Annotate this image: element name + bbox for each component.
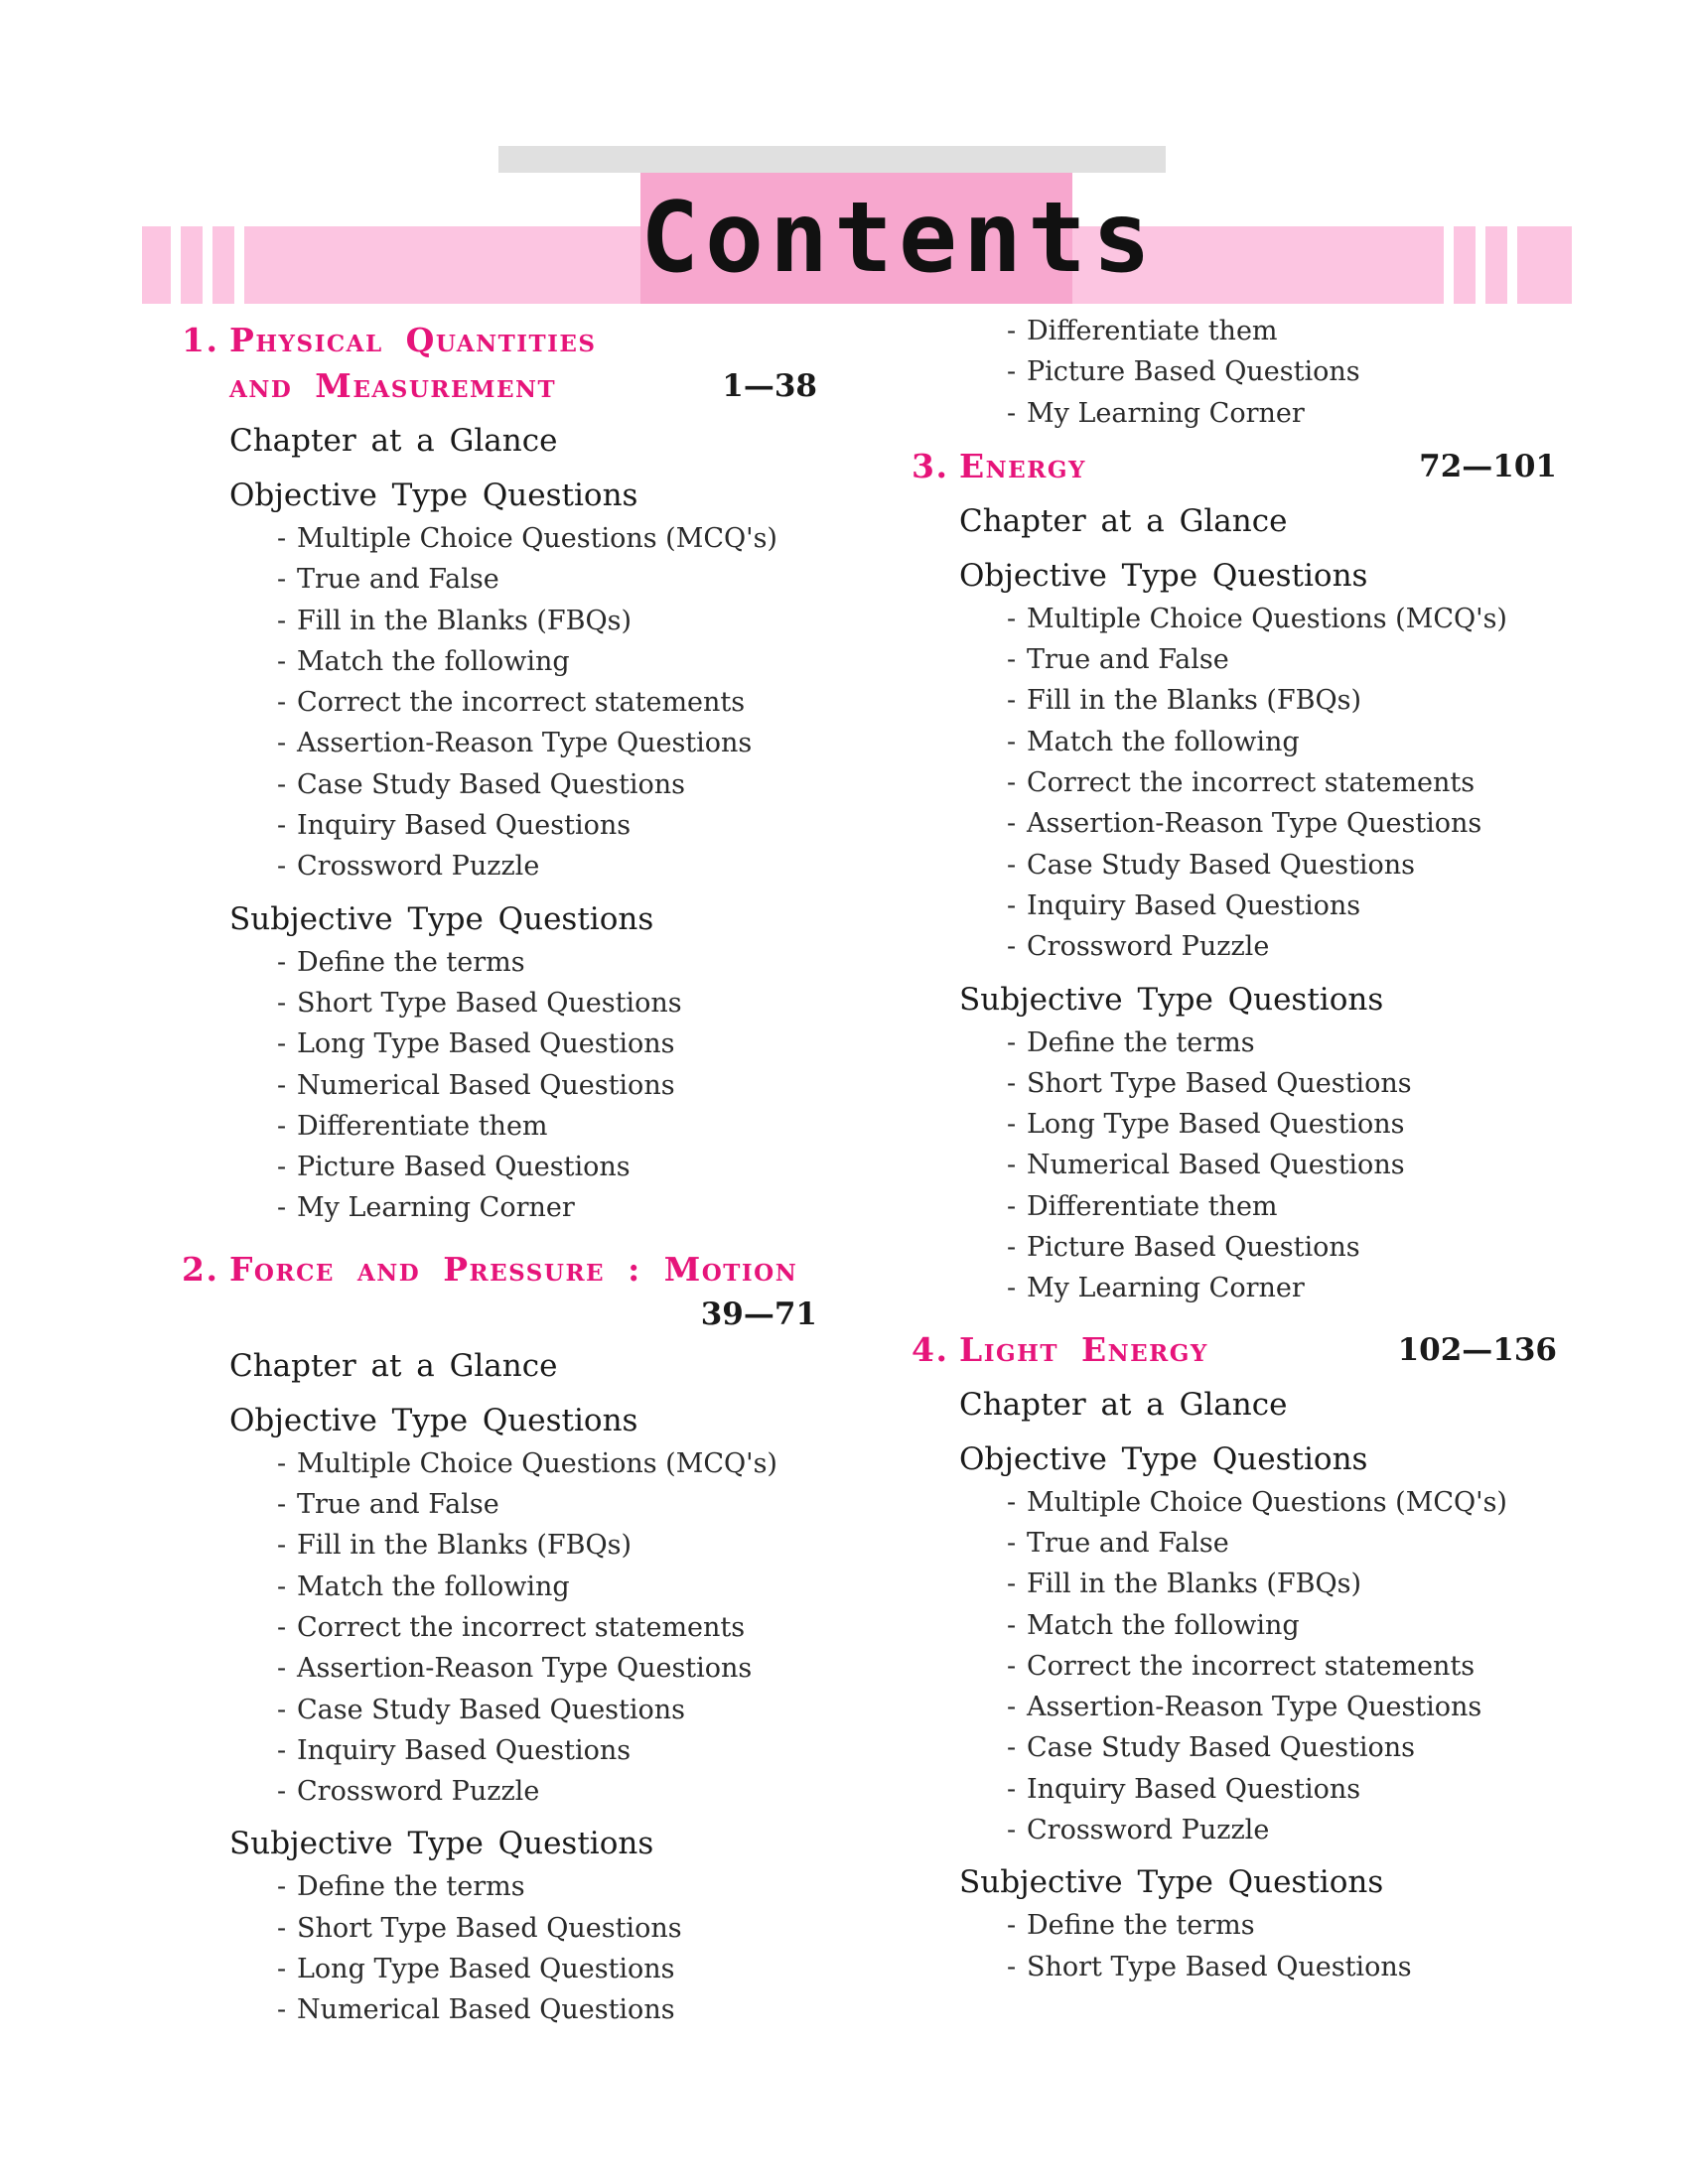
bullet-dash: - — [1007, 808, 1017, 840]
toc-item-label: Define the terms — [1027, 1910, 1255, 1942]
chapter-entry — [182, 318, 817, 1229]
toc-item — [277, 1866, 817, 1907]
chapter-entry — [912, 444, 1557, 1309]
section-item-list — [182, 518, 817, 887]
toc-item-label: Multiple Choice Questions (MCQ's) — [1027, 1486, 1507, 1518]
toc-item-label: Crossword Puzzle — [1027, 1815, 1270, 1846]
chapter-title-line — [182, 1247, 817, 1293]
toc-item-label: Assertion-Reason Type Questions — [297, 728, 753, 759]
section-heading: Subjective Type Questions — [959, 1864, 1384, 1901]
toc-item-label: Picture Based Questions — [297, 1152, 631, 1183]
section-item-list — [182, 1866, 817, 2030]
toc-item-label: Multiple Choice Questions (MCQ's) — [297, 1447, 777, 1479]
section-heading: Subjective Type Questions — [229, 1826, 654, 1862]
bullet-dash: - — [1007, 1609, 1017, 1641]
toc-item-label: Correct the incorrect statements — [297, 687, 746, 719]
toc-item-label: Numerical Based Questions — [1027, 1150, 1405, 1181]
bullet-dash: - — [1007, 1486, 1017, 1518]
toc-item-label: Case Study Based Questions — [1027, 849, 1416, 881]
bullet-dash: - — [1007, 1190, 1017, 1222]
section-item-list — [912, 1482, 1557, 1851]
section-heading: Objective Type Questions — [229, 478, 638, 513]
bullet-dash: - — [1007, 1815, 1017, 1846]
toc-item-label: Multiple Choice Questions (MCQ's) — [1027, 603, 1507, 634]
bullet-dash: - — [1007, 889, 1017, 921]
section-item-list — [912, 1023, 1557, 1309]
section-item-list — [912, 599, 1557, 968]
toc-item-label: True and False — [297, 1489, 499, 1521]
toc-item — [277, 846, 817, 887]
bullet-dash: - — [277, 1489, 287, 1521]
toc-item — [277, 1908, 817, 1949]
toc-item — [1007, 886, 1557, 926]
bullet-dash: - — [1007, 1109, 1017, 1141]
toc-item — [1007, 803, 1557, 844]
chapter-number: 1. — [182, 321, 219, 359]
toc-item — [277, 1187, 817, 1228]
chapter-heading — [912, 444, 1557, 489]
toc-item — [277, 805, 817, 846]
bullet-dash: - — [1007, 1527, 1017, 1559]
toc-item-label: Correct the incorrect statements — [297, 1611, 746, 1643]
toc-item — [277, 1730, 817, 1771]
toc-item — [1007, 599, 1557, 639]
toc-item-label: Long Type Based Questions — [297, 1954, 675, 1985]
toc-item-label: Short Type Based Questions — [297, 1912, 682, 1944]
toc-item-label: True and False — [297, 564, 499, 596]
toc-item — [1007, 393, 1557, 434]
chapter-title-text: Physical Quantities — [229, 321, 597, 359]
toc-item-label: Picture Based Questions — [1027, 1232, 1360, 1264]
toc-item-label: Match the following — [297, 1570, 570, 1602]
bullet-dash: - — [1007, 849, 1017, 881]
toc-item-label: Correct the incorrect statements — [1027, 1650, 1476, 1682]
page-title: Contents — [640, 182, 1158, 295]
toc-right-column — [912, 318, 1557, 1987]
bullet-dash: - — [277, 1152, 287, 1183]
section-heading: Objective Type Questions — [229, 1402, 638, 1438]
chapter-heading — [912, 1327, 1557, 1373]
bullet-dash: - — [1007, 603, 1017, 634]
toc-item-label: Short Type Based Questions — [1027, 1067, 1412, 1099]
toc-item — [277, 1443, 817, 1484]
chapter-pages: 72—101 — [1419, 448, 1557, 484]
bullet-dash: - — [277, 1447, 287, 1479]
bullet-dash: - — [277, 987, 287, 1019]
bullet-dash: - — [1007, 1951, 1017, 1982]
toc-item — [1007, 311, 1557, 351]
toc-item-label: Fill in the Blanks (FBQs) — [1027, 685, 1362, 717]
toc-item — [1007, 1605, 1557, 1646]
banner-stripe — [171, 226, 181, 304]
toc-item-label: Crossword Puzzle — [297, 1776, 540, 1808]
bullet-dash: - — [277, 1110, 287, 1142]
toc-item — [277, 1106, 817, 1147]
bullet-dash: - — [1007, 1650, 1017, 1682]
toc-item — [1007, 1063, 1557, 1104]
bullet-dash: - — [277, 1954, 287, 1985]
bullet-dash: - — [277, 946, 287, 978]
toc-item-label: Fill in the Blanks (FBQs) — [1027, 1569, 1362, 1600]
toc-item — [277, 1484, 817, 1525]
toc-item — [277, 1607, 817, 1648]
bullet-dash: - — [277, 1570, 287, 1602]
bullet-dash: - — [277, 1069, 287, 1101]
toc-item-label: Assertion-Reason Type Questions — [1027, 1692, 1482, 1723]
toc-item-label: Differentiate them — [1027, 316, 1278, 346]
chapter-title — [182, 1247, 817, 1293]
toc-item-label: Inquiry Based Questions — [297, 810, 632, 842]
toc-item — [1007, 351, 1557, 392]
bullet-dash: - — [1007, 1910, 1017, 1942]
toc-item-label: Case Study Based Questions — [297, 768, 686, 800]
toc-item — [277, 601, 817, 641]
bullet-dash: - — [277, 1776, 287, 1808]
section-heading: Chapter at a Glance — [229, 423, 558, 459]
bullet-dash: - — [277, 605, 287, 636]
banner-gray-bar — [498, 146, 1166, 173]
banner-stripe — [1476, 226, 1485, 304]
toc-item — [1007, 1268, 1557, 1308]
chapter-number: 3. — [912, 446, 949, 485]
bullet-dash: - — [277, 1694, 287, 1725]
chapter-title-line — [182, 318, 817, 363]
toc-item-label: Numerical Based Questions — [297, 1069, 675, 1101]
section-heading: Subjective Type Questions — [229, 900, 654, 937]
toc-item-label: Define the terms — [1027, 1026, 1255, 1058]
continued-item-list — [912, 311, 1557, 434]
toc-item — [1007, 1646, 1557, 1687]
toc-item — [277, 1024, 817, 1064]
toc-item-label: True and False — [1027, 1527, 1229, 1559]
toc-item-label: My Learning Corner — [1027, 1273, 1305, 1304]
chapter-title-text: Force and Pressure : Motion — [229, 1249, 798, 1289]
toc-item-label: Define the terms — [297, 946, 525, 978]
toc-item — [1007, 1727, 1557, 1768]
chapter-number: 2. — [182, 1249, 219, 1289]
bullet-dash: - — [277, 523, 287, 554]
toc-item — [277, 641, 817, 682]
toc-item — [1007, 1145, 1557, 1185]
bullet-dash: - — [1007, 356, 1017, 388]
bullet-dash: - — [1007, 1273, 1017, 1304]
section-heading: Chapter at a Glance — [959, 502, 1288, 539]
toc-item — [1007, 1023, 1557, 1063]
toc-item — [1007, 1564, 1557, 1604]
toc-item-label: Case Study Based Questions — [1027, 1732, 1416, 1764]
toc-item-label: Differentiate them — [1027, 1190, 1278, 1222]
toc-item — [277, 1690, 817, 1730]
section-heading: Chapter at a Glance — [959, 1386, 1288, 1423]
toc-item-label: My Learning Corner — [297, 1192, 575, 1224]
chapter-entry — [912, 1327, 1557, 1987]
toc-item — [1007, 1769, 1557, 1810]
toc-item — [1007, 1810, 1557, 1850]
toc-item — [277, 1567, 817, 1607]
toc-item-label: My Learning Corner — [1027, 397, 1305, 429]
toc-item-label: Long Type Based Questions — [297, 1028, 675, 1060]
banner-stripe — [234, 226, 244, 304]
toc-item — [277, 1771, 817, 1812]
bullet-dash: - — [1007, 316, 1017, 346]
banner-stripe — [1444, 226, 1454, 304]
chapter-title-text: Light Energy — [959, 1329, 1208, 1369]
chapter-title-text: and Measurement — [229, 366, 557, 405]
toc-item-label: Multiple Choice Questions (MCQ's) — [297, 523, 777, 554]
bullet-dash: - — [1007, 726, 1017, 757]
bullet-dash: - — [277, 1530, 287, 1562]
toc-item-label: Crossword Puzzle — [1027, 931, 1270, 963]
toc-item — [277, 559, 817, 600]
section-heading: Objective Type Questions — [959, 1440, 1368, 1477]
toc-item-label: Match the following — [297, 645, 570, 677]
bullet-dash: - — [277, 645, 287, 677]
toc-item — [1007, 1227, 1557, 1268]
bullet-dash: - — [277, 1028, 287, 1060]
toc-item — [1007, 1947, 1557, 1987]
bullet-dash: - — [277, 1192, 287, 1224]
toc-item-label: Fill in the Blanks (FBQs) — [297, 1530, 633, 1562]
bullet-dash: - — [277, 1653, 287, 1685]
toc-item-label: Inquiry Based Questions — [1027, 889, 1361, 921]
toc-item-label: Match the following — [1027, 1609, 1300, 1641]
toc-item-label: True and False — [1027, 644, 1229, 676]
toc-item — [1007, 1482, 1557, 1523]
bullet-dash: - — [1007, 685, 1017, 717]
toc-item — [277, 1648, 817, 1689]
toc-item — [1007, 1186, 1557, 1227]
toc-item — [1007, 1687, 1557, 1727]
section-item-list — [182, 1443, 817, 1813]
toc-item — [277, 1065, 817, 1106]
bullet-dash: - — [277, 1912, 287, 1944]
toc-item-label: Short Type Based Questions — [297, 987, 682, 1019]
toc-item — [277, 682, 817, 723]
bullet-dash: - — [277, 810, 287, 842]
toc-item — [277, 518, 817, 559]
toc-item-label: Differentiate them — [297, 1110, 548, 1142]
toc-item — [277, 1949, 817, 1989]
toc-item — [277, 942, 817, 983]
bullet-dash: - — [277, 1994, 287, 2026]
toc-item — [277, 1525, 817, 1566]
bullet-dash: - — [277, 728, 287, 759]
bullet-dash: - — [277, 1611, 287, 1643]
toc-item-label: Numerical Based Questions — [297, 1994, 675, 2026]
chapter-pages: 102—136 — [1397, 1331, 1557, 1368]
contents-banner — [0, 0, 1688, 318]
toc-item-label: Fill in the Blanks (FBQs) — [297, 605, 633, 636]
toc-left-column — [182, 318, 817, 2031]
chapter-pages: 39—71 — [700, 1296, 817, 1332]
section-heading: Subjective Type Questions — [959, 981, 1384, 1018]
toc-item — [1007, 680, 1557, 721]
chapter-title-text: Energy — [959, 446, 1086, 485]
bullet-dash: - — [1007, 767, 1017, 799]
banner-stripe — [1507, 226, 1517, 304]
bullet-dash: - — [1007, 1150, 1017, 1181]
toc-item — [1007, 926, 1557, 967]
bullet-dash: - — [1007, 1773, 1017, 1805]
bullet-dash: - — [1007, 644, 1017, 676]
chapter-heading — [182, 1247, 817, 1334]
bullet-dash: - — [277, 687, 287, 719]
toc-item-label: Case Study Based Questions — [297, 1694, 686, 1725]
bullet-dash: - — [1007, 397, 1017, 429]
toc-item-label: Picture Based Questions — [1027, 356, 1360, 388]
bullet-dash: - — [277, 768, 287, 800]
toc-item — [1007, 1523, 1557, 1564]
bullet-dash: - — [1007, 1067, 1017, 1099]
toc-item-label: Match the following — [1027, 726, 1300, 757]
bullet-dash: - — [277, 1734, 287, 1766]
section-item-list — [912, 1905, 1557, 1987]
banner-stripe — [203, 226, 212, 304]
toc-item — [1007, 762, 1557, 803]
toc-item-label: Correct the incorrect statements — [1027, 767, 1476, 799]
bullet-dash: - — [1007, 1232, 1017, 1264]
chapter-pages: 1—38 — [722, 368, 817, 404]
chapter-entry — [182, 1247, 817, 2031]
toc-item — [1007, 722, 1557, 762]
toc-item — [1007, 1905, 1557, 1946]
bullet-dash: - — [1007, 1569, 1017, 1600]
toc-item-label: Assertion-Reason Type Questions — [297, 1653, 753, 1685]
chapter-number: 4. — [912, 1329, 949, 1369]
toc-item-label: Crossword Puzzle — [297, 851, 540, 883]
bullet-dash: - — [277, 1871, 287, 1903]
bullet-dash: - — [1007, 1692, 1017, 1723]
toc-item — [277, 1989, 817, 2030]
section-heading: Objective Type Questions — [959, 557, 1368, 594]
bullet-dash: - — [1007, 1732, 1017, 1764]
toc-item — [277, 723, 817, 763]
toc-item-label: Define the terms — [297, 1871, 525, 1903]
toc-item-label: Inquiry Based Questions — [297, 1734, 632, 1766]
toc-item — [1007, 1104, 1557, 1145]
toc-item — [277, 983, 817, 1024]
toc-item — [277, 1147, 817, 1187]
toc-item — [277, 764, 817, 805]
chapter-heading — [182, 318, 817, 409]
toc-item-label: Long Type Based Questions — [1027, 1109, 1405, 1141]
bullet-dash: - — [1007, 1026, 1017, 1058]
toc-item-label: Assertion-Reason Type Questions — [1027, 808, 1482, 840]
bullet-dash: - — [277, 564, 287, 596]
toc-item-label: Inquiry Based Questions — [1027, 1773, 1361, 1805]
toc-item — [1007, 639, 1557, 680]
toc-item-label: Short Type Based Questions — [1027, 1951, 1412, 1982]
bullet-dash: - — [277, 851, 287, 883]
section-item-list — [182, 942, 817, 1229]
toc-item — [1007, 845, 1557, 886]
bullet-dash: - — [1007, 931, 1017, 963]
section-heading: Chapter at a Glance — [229, 1347, 558, 1384]
